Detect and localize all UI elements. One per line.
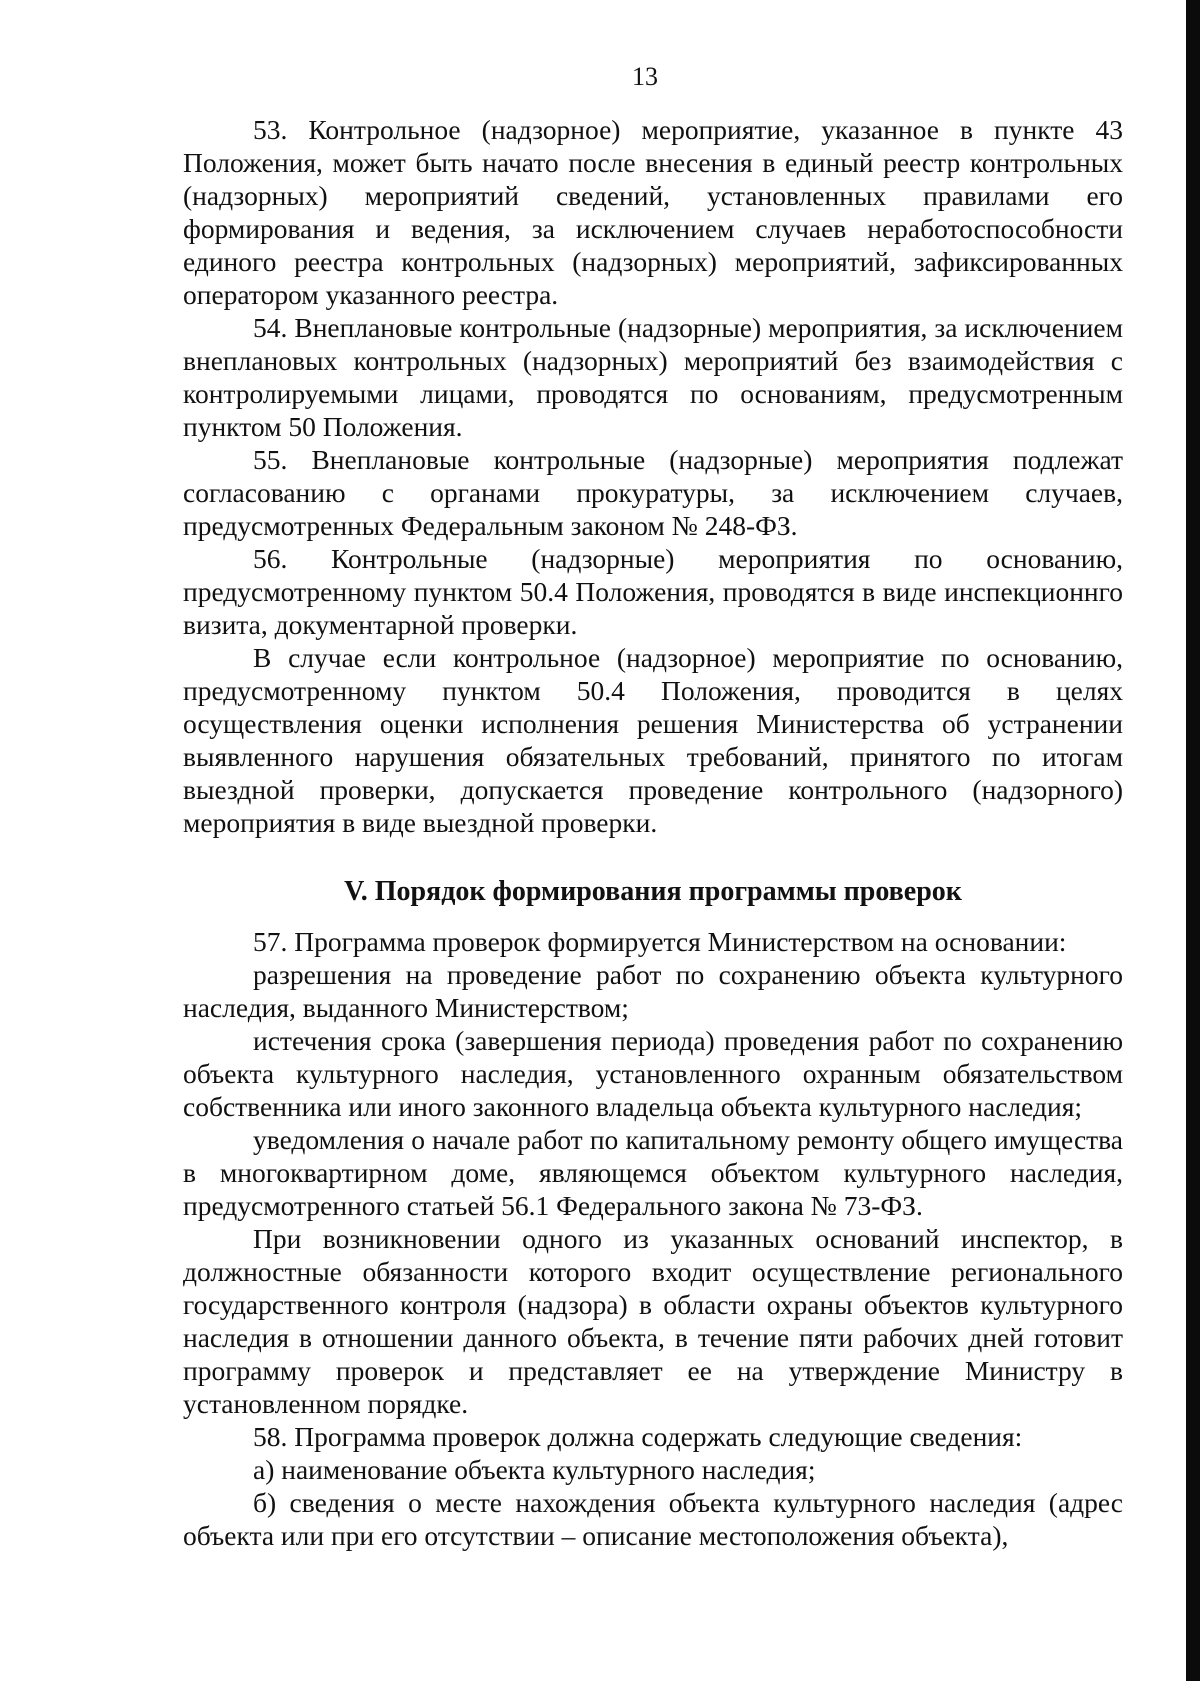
page-number: 13 [632, 62, 658, 91]
scan-page-edge [1186, 0, 1200, 1681]
paragraph-58-item-a: а) наименование объекта культурного наследия; [253, 1454, 816, 1485]
paragraph-56-continuation: В случае если контрольное (надзорное) мероприятие по основанию, предусмотренному пунктом 50.4 Положения, проводится в целях осуществления оценки исполнения решения Министерства об устранении выявленного нарушения обязательных требований, принятого по итогам выездной проверки, допускается проведение контрольного (надзорного) мероприятия в виде выездной проверки. [183, 642, 1123, 838]
document-body [183, 113, 1123, 1552]
paragraph-57-inspector: При возникновении одного из указанных оснований инспектор, в должностные обязанности которого входит осуществление регионального государственного контроля (надзора) в области охраны объектов культурного наследия в отношении данного объекта, в течение пяти рабочих дней готовит программу проверок и представляет ее на утверждение Министру в установленном порядке. [183, 1223, 1123, 1419]
paragraph-57-item-permit: разрешения на проведение работ по сохранению объекта культурного наследия, выданного Министерством; [183, 959, 1123, 1023]
section-heading: V. Порядок формирования программы проверок [344, 876, 962, 907]
paragraph-57-item-notice: уведомления о начале работ по капитальному ремонту общего имущества в многоквартирном доме, являющемся объектом культурного наследия, предусмотренного статьей 56.1 Федерального закона № 73-ФЗ. [183, 1124, 1123, 1221]
paragraph-58: 58. Программа проверок должна содержать следующие сведения: [253, 1421, 1023, 1452]
paragraph-58-item-b: б) сведения о месте нахождения объекта культурного наследия (адрес объекта или при его отсутствии – описание местоположения объекта), [183, 1487, 1123, 1551]
paragraph-57-item-expiry: истечения срока (завершения периода) проведения работ по сохранению объекта культурного наследия, установленного охранным обязательством собственника или иного законного владельца объекта культурного наследия; [183, 1025, 1123, 1122]
paragraph-55: 55. Внеплановые контрольные (надзорные) мероприятия подлежат согласованию с органами прокуратуры, за исключением случаев, предусмотренных Федеральным законом № 248-ФЗ. [183, 444, 1123, 541]
paragraph-57: 57. Программа проверок формируется Министерством на основании: [253, 926, 1067, 957]
paragraph-53: 53. Контрольное (надзорное) мероприятие, указанное в пункте 43 Положения, может быть начато после внесения в единый реестр контрольных (надзорных) мероприятий сведений, установленных правилами его формирования и ведения, за исключением случаев неработоспособности единого реестра контрольных (надзорных) мероприятий, зафиксированных оператором указанного реестра. [183, 114, 1123, 310]
paragraph-56: 56. Контрольные (надзорные) мероприятия по основанию, предусмотренному пунктом 50.4 Положения, проводятся в виде инспекционнго визита, документарной проверки. [183, 543, 1123, 640]
paragraph-54: 54. Внеплановые контрольные (надзорные) мероприятия, за исключением внеплановых контрольных (надзорных) мероприятий без взаимодействия с контролируемыми лицами, проводятся по основаниям, предусмотренным пунктом 50 Положения. [183, 312, 1123, 442]
